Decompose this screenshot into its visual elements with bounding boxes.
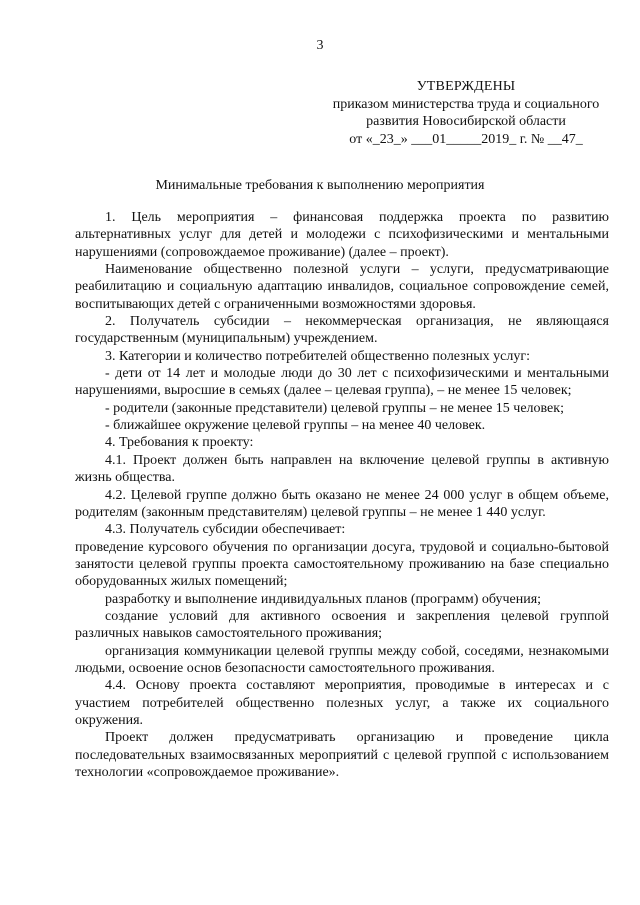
- document-body: [75, 209, 609, 781]
- paragraph: разработку и выполнение индивидуальных планов (программ) обучения;: [105, 591, 542, 607]
- paragraph: - родители (законные представители) целевой группы – не менее 15 человек;: [105, 400, 564, 416]
- paragraph: 4. Требования к проекту:: [105, 435, 254, 451]
- paragraph: 4.3. Получатель субсидии обеспечивает:: [105, 522, 346, 538]
- approval-date-line: от «_23_» ___01_____2019_ г. № __47_: [349, 131, 583, 147]
- paragraph: 3. Категории и количество потребителей общественно полезных услуг:: [105, 348, 530, 364]
- approval-heading: УТВЕРЖДЕНЫ: [416, 79, 516, 94]
- paragraph: 4.4. Основу проекта составляют мероприятия, проводимые в интересах и с участием потребителей общественно полезных услуг, а также их социального окружения.: [75, 678, 609, 728]
- paragraph: Наименование общественно полезной услуги – услуги, предусматривающие реабилитацию и социальную адаптацию инвалидов, социальное сопровождение семей, воспитывающих детей с ограниченными возможностями здоровья.: [75, 262, 609, 312]
- paragraph: - дети от 14 лет и молодые люди до 30 лет с психофизическими и ментальными нарушениями, выросшие в семьях (далее – целевая группа), – не менее 15 человек;: [75, 366, 609, 399]
- paragraph: - ближайшее окружение целевой группы – на менее 40 человек.: [105, 418, 486, 434]
- paragraph: 4.2. Целевой группе должно быть оказано не менее 24 000 услуг в общем объеме, родителям (законным представителям) целевой группы – не менее 1 440 услуг.: [75, 487, 609, 520]
- paragraph: 1. Цель мероприятия – финансовая поддержка проекта по развитию альтернативных услуг для детей и молодежи с психофизическими и ментальными нарушениями (сопровождаемое проживание) (далее – проект).: [75, 210, 609, 260]
- paragraph: проведение курсового обучения по организации досуга, трудовой и социально-бытовой занятости целевой группы проекта самостоятельному проживанию на базе специально оборудованных жилых помещений;: [75, 539, 609, 590]
- approval-order-line: приказом министерства труда и социального: [332, 96, 600, 112]
- paragraph: 4.1. Проект должен быть направлен на включение целевой группы в активную жизнь общества.: [75, 452, 609, 486]
- paragraph: 2. Получатель субсидии – некоммерческая организация, не являющаяся государственным (муниципальным) учреждением.: [75, 314, 609, 347]
- document-title: Минимальные требования к выполнению мероприятия: [155, 178, 485, 193]
- approval-stamp-block: [316, 78, 616, 148]
- paragraph: создание условий для активного освоения и закрепления целевой группой различных навыков самостоятельного проживания;: [75, 608, 609, 642]
- paragraph: организация коммуникации целевой группы между собой, соседями, незнакомыми людьми, освоение основ безопасности самостоятельного проживания.: [75, 643, 609, 676]
- approval-ministry-line: развития Новосибирской области: [366, 114, 566, 129]
- paragraph: Проект должен предусматривать организацию и проведение цикла последовательных взаимосвязанных мероприятий с целевой группой с использованием технологии «сопровождаемое проживание».: [75, 730, 609, 780]
- page-number: 3: [316, 38, 324, 53]
